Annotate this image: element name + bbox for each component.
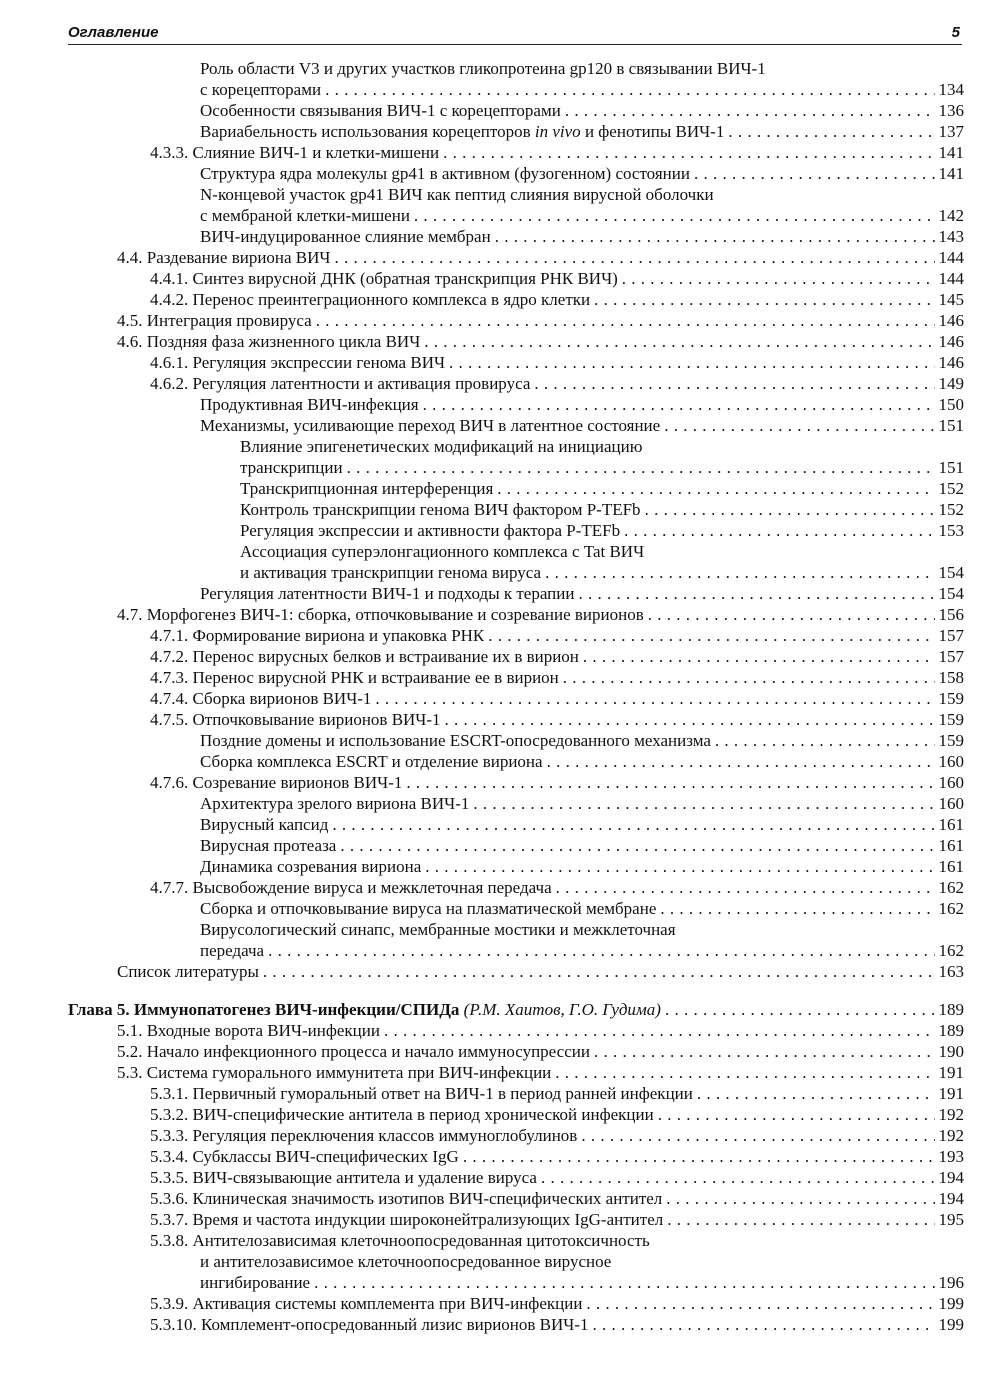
toc-entry <box>117 1020 964 1041</box>
toc-entry <box>150 1167 964 1188</box>
toc-entry <box>150 625 964 646</box>
toc-entry-title: Контроль транскрипции генома ВИЧ фактором P-TEFb <box>240 500 641 519</box>
leader-dots <box>332 814 934 835</box>
toc-entry <box>200 898 964 919</box>
toc-entry-page: 157 <box>938 647 964 666</box>
toc-entry <box>150 709 964 730</box>
toc-entry <box>150 1314 964 1335</box>
running-title: Оглавление <box>68 24 159 41</box>
toc-entry-title: Влияние эпигенетических модификаций на инициацию <box>240 437 643 456</box>
leader-dots <box>425 856 934 877</box>
toc-entry <box>200 79 964 100</box>
leader-dots <box>495 226 935 247</box>
toc-entry-page: 157 <box>938 626 964 645</box>
leader-dots <box>666 1188 934 1209</box>
leader-dots <box>594 289 934 310</box>
toc-entry <box>150 1125 964 1146</box>
leader-dots <box>414 205 935 226</box>
leader-dots <box>263 961 935 982</box>
leader-dots <box>473 793 934 814</box>
toc-entry-title: 5.3.4. Субклассы ВИЧ-специфических IgG <box>150 1147 459 1166</box>
leader-dots <box>375 688 934 709</box>
page-number: 5 <box>951 24 960 41</box>
leader-dots <box>578 583 934 604</box>
leader-dots <box>648 604 935 625</box>
toc-entry-title: 5.3.8. Антителозависимая клеточноопосредованная цитотоксичность <box>150 1231 650 1250</box>
chapter-authors: (Р.М. Хаитов, Г.О. Гудима) <box>463 1000 661 1019</box>
toc-entry-page: 144 <box>938 269 964 288</box>
toc-entry-title: 4.6.1. Регуляция экспрессии генома ВИЧ <box>150 353 446 372</box>
toc-entry-page: 189 <box>938 1000 964 1019</box>
toc-entry-title: 5.3.7. Время и частота индукции широконейтрализующих IgG-антител <box>150 1210 664 1229</box>
page-header <box>68 24 962 45</box>
toc-entry-title: ингибирование <box>200 1273 311 1292</box>
leader-dots <box>314 1272 934 1293</box>
toc-entry-title: 4.7.4. Сборка вирионов ВИЧ-1 <box>150 689 372 708</box>
toc-entry-page: 152 <box>938 500 964 519</box>
toc-entry-page: 194 <box>938 1168 964 1187</box>
toc-entry <box>240 478 964 499</box>
toc-entry-page: 161 <box>938 815 964 834</box>
toc-entry-page: 159 <box>938 710 964 729</box>
leader-dots <box>694 163 935 184</box>
toc-entry <box>150 877 964 898</box>
toc-entry <box>200 814 964 835</box>
leader-dots <box>715 730 935 751</box>
toc-chapter-entry <box>68 999 964 1020</box>
toc-entry-page: 194 <box>938 1189 964 1208</box>
toc-entry-title: 5.2. Начало инфекционного процесса и начало иммуносупрессии <box>117 1042 590 1061</box>
toc-entry <box>200 919 964 940</box>
leader-dots <box>545 562 934 583</box>
toc-entry-title: транскрипции <box>240 458 343 477</box>
toc-entry-page: 136 <box>938 101 964 120</box>
toc-entry-title: ВИЧ-индуцированное слияние мембран <box>200 227 491 246</box>
toc-entry-title: Продуктивная ВИЧ-инфекция <box>200 395 419 414</box>
leader-dots <box>665 999 935 1020</box>
toc-entry-page: 152 <box>938 479 964 498</box>
leader-dots <box>593 1314 935 1335</box>
toc-entry-title: Динамика созревания вириона <box>200 857 422 876</box>
toc-entry-page: 193 <box>938 1147 964 1166</box>
toc-entry-page: 199 <box>938 1315 964 1334</box>
leader-dots <box>334 247 934 268</box>
toc-entry-title: 4.3.3. Слияние ВИЧ-1 и клетки-мишени <box>150 143 440 162</box>
toc-entry <box>150 352 964 373</box>
leader-dots <box>594 1041 935 1062</box>
toc-entry <box>200 163 964 184</box>
toc-entry-title: Особенности связывания ВИЧ-1 с корецепторами <box>200 101 561 120</box>
leader-dots <box>443 142 934 163</box>
leader-dots <box>565 100 935 121</box>
toc-entry-title: с корецепторами <box>200 80 322 99</box>
leader-dots <box>449 352 934 373</box>
toc-entry-title: 5.1. Входные ворота ВИЧ-инфекции <box>117 1021 380 1040</box>
leader-dots <box>347 457 935 478</box>
toc-entry <box>150 772 964 793</box>
toc-entry-title: 5.3.2. ВИЧ-специфические антитела в период хронической инфекции <box>150 1105 654 1124</box>
toc-entry-title: Вирусная протеаза <box>200 836 337 855</box>
toc-entry-page: 160 <box>938 794 964 813</box>
leader-dots <box>728 121 934 142</box>
toc-entry-title: 4.4.2. Перенос преинтеграционного комплекса в ядро клетки <box>150 290 591 309</box>
toc-entry-page: 156 <box>938 605 964 624</box>
toc-entry <box>200 205 964 226</box>
toc-entry-page: 191 <box>938 1084 964 1103</box>
toc-entry <box>117 1041 964 1062</box>
toc-entry-page: 195 <box>938 1210 964 1229</box>
toc-entry <box>150 1146 964 1167</box>
leader-dots <box>445 709 935 730</box>
toc-entry-title: передача <box>200 941 265 960</box>
leader-dots <box>541 1167 935 1188</box>
toc-entry <box>240 457 964 478</box>
toc-entry <box>200 793 964 814</box>
toc-entry-title: 5.3.5. ВИЧ-связывающие антитела и удаление вируса <box>150 1168 537 1187</box>
toc-entry <box>240 520 964 541</box>
toc-entry-page: 199 <box>938 1294 964 1313</box>
leader-dots <box>660 898 934 919</box>
toc-entry-title: 5.3.10. Комплемент-опосредованный лизис вирионов ВИЧ-1 <box>150 1315 589 1334</box>
toc-entry-page: 163 <box>938 962 964 981</box>
toc-entry <box>200 58 964 79</box>
toc-entry-title: 4.7.3. Перенос вирусной РНК и встраивание ее в вирион <box>150 668 559 687</box>
toc-entry <box>150 1293 964 1314</box>
toc-entry-page: 159 <box>938 689 964 708</box>
toc-entry <box>117 961 964 982</box>
toc-entry-page: 191 <box>938 1063 964 1082</box>
toc-entry <box>200 1272 964 1293</box>
leader-dots <box>556 877 935 898</box>
toc-entry <box>200 415 964 436</box>
leader-dots <box>406 772 934 793</box>
toc-entry <box>117 247 964 268</box>
leader-dots <box>555 1062 934 1083</box>
toc-entry <box>200 940 964 961</box>
leader-dots <box>667 1209 934 1230</box>
toc-entry <box>200 856 964 877</box>
toc-entry-page: 196 <box>938 1273 964 1292</box>
chapter-title-text: Глава 5. Иммунопатогенез ВИЧ-инфекции/СПИДа <box>68 1000 460 1019</box>
toc-entry-page: 162 <box>938 899 964 918</box>
toc-entry <box>150 646 964 667</box>
leader-dots <box>497 478 934 499</box>
toc-entry-page: 158 <box>938 668 964 687</box>
toc-entry-title: Список литературы <box>117 962 259 981</box>
toc-entry <box>240 436 964 457</box>
leader-dots <box>325 79 934 100</box>
toc-chapter-title <box>68 999 661 1020</box>
leader-dots <box>316 310 935 331</box>
toc-entry-page: 146 <box>938 353 964 372</box>
toc-entry-page: 160 <box>938 752 964 771</box>
leader-dots <box>488 625 934 646</box>
toc-entry-page: 142 <box>938 206 964 225</box>
toc-entry-title: 4.5. Интеграция провируса <box>117 311 312 330</box>
leader-dots <box>664 415 934 436</box>
leader-dots <box>581 1125 934 1146</box>
toc-entry-title: Транскрипционная интерференция <box>240 479 494 498</box>
toc-entry-title: Ассоциация суперэлонгационного комплекса с Tat ВИЧ <box>240 542 645 561</box>
toc-entry-page: 162 <box>938 878 964 897</box>
leader-dots <box>586 1293 934 1314</box>
toc-entry-page: 154 <box>938 563 964 582</box>
toc-entry <box>240 499 964 520</box>
toc-entry <box>240 562 964 583</box>
toc-entry-title: Вирусологический синапс, мембранные мостики и межклеточная <box>200 920 676 939</box>
toc-entry <box>150 1209 964 1230</box>
toc-entry-title: 5.3.3. Регуляция переключения классов иммуноглобулинов <box>150 1126 578 1145</box>
toc-entry-title: 4.7.2. Перенос вирусных белков и встраивание их в вирион <box>150 647 579 666</box>
toc-entry-title: 5.3.1. Первичный гуморальный ответ на ВИЧ-1 в период ранней инфекции <box>150 1084 693 1103</box>
toc-entry-title: Сборка комплекса ESCRT и отделение вириона <box>200 752 543 771</box>
toc-entry-title: 4.6.2. Регуляция латентности и активация провируса <box>150 374 531 393</box>
toc-entry-page: 146 <box>938 311 964 330</box>
toc-entry-page: 145 <box>938 290 964 309</box>
toc-entry-title: Архитектура зрелого вириона ВИЧ-1 <box>200 794 470 813</box>
leader-dots <box>534 373 934 394</box>
leader-dots <box>583 646 935 667</box>
leader-dots <box>645 499 935 520</box>
toc-entry <box>150 1083 964 1104</box>
toc-entry-page: 141 <box>938 143 964 162</box>
toc-entry <box>150 1104 964 1125</box>
toc-entry <box>150 268 964 289</box>
toc-entry-page: 141 <box>938 164 964 183</box>
toc-entry-title: 4.6. Поздняя фаза жизненного цикла ВИЧ <box>117 332 421 351</box>
toc-entry <box>200 1251 964 1272</box>
toc-entry-title: Поздние домены и использование ESCRT-опосредованного механизма <box>200 731 711 750</box>
toc-entry-page: 190 <box>938 1042 964 1061</box>
toc-entry-title: Структура ядра молекулы gp41 в активном (фузогенном) состоянии <box>200 164 690 183</box>
leader-dots <box>547 751 935 772</box>
toc-entry-title: и антителозависимое клеточноопосредованное вирусное <box>200 1252 612 1271</box>
toc-entry-page: 151 <box>938 416 964 435</box>
toc-entry-page: 154 <box>938 584 964 603</box>
toc-entry-title: 5.3.6. Клиническая значимость изотипов ВИЧ-специфических антител <box>150 1189 663 1208</box>
leader-dots <box>622 268 935 289</box>
toc-entry-page: 159 <box>938 731 964 750</box>
toc-entry-page: 162 <box>938 941 964 960</box>
leader-dots <box>463 1146 935 1167</box>
toc-entry <box>150 289 964 310</box>
leader-dots <box>697 1083 935 1104</box>
leader-dots <box>658 1104 935 1125</box>
toc-entry-title: Роль области V3 и других участков гликопротеина gp120 в связывании ВИЧ-1 <box>200 59 766 78</box>
leader-dots <box>268 940 934 961</box>
leader-dots <box>423 394 935 415</box>
toc-entry <box>200 835 964 856</box>
toc-entry-page: 137 <box>938 122 964 141</box>
toc-entry-title: 4.7.7. Высвобождение вируса и межклеточная передача <box>150 878 552 897</box>
toc-entry <box>150 142 964 163</box>
toc-entry-page: 160 <box>938 773 964 792</box>
toc-entry-title: Регуляция экспрессии и активности фактора P-TEFb <box>240 521 621 540</box>
toc-entry <box>200 121 964 142</box>
toc-entry-page: 189 <box>938 1021 964 1040</box>
toc-entry-title: 4.7.1. Формирование вириона и упаковка РНК <box>150 626 485 645</box>
toc-entry <box>150 688 964 709</box>
toc-entry <box>150 667 964 688</box>
toc-entry-page: 144 <box>938 248 964 267</box>
toc-entry-page: 153 <box>938 521 964 540</box>
toc-entry <box>200 100 964 121</box>
toc-entry <box>117 310 964 331</box>
toc-entry-title: 5.3.9. Активация системы комплемента при ВИЧ-инфекции <box>150 1294 583 1313</box>
toc-entry <box>117 1062 964 1083</box>
toc-entry-page: 192 <box>938 1105 964 1124</box>
toc-entry-page: 146 <box>938 332 964 351</box>
toc-entry-page: 161 <box>938 836 964 855</box>
toc-entry-title: 4.7.6. Созревание вирионов ВИЧ-1 <box>150 773 403 792</box>
toc-entry-title: 4.7. Морфогенез ВИЧ-1: сборка, отпочковывание и созревание вирионов <box>117 605 644 624</box>
toc-entry <box>150 1188 964 1209</box>
toc-entry <box>117 331 964 352</box>
toc-entry-title: Механизмы, усиливающие переход ВИЧ в латентное состояние <box>200 416 661 435</box>
toc-entry-page: 151 <box>938 458 964 477</box>
toc-entry-page: 192 <box>938 1126 964 1145</box>
toc-entry-title: Вариабельность использования корецепторов in vivo и фенотипы ВИЧ-1 <box>200 122 725 141</box>
toc-entry-title: с мембраной клетки-мишени <box>200 206 410 225</box>
leader-dots <box>384 1020 935 1041</box>
toc-entry <box>200 394 964 415</box>
toc-entry <box>117 604 964 625</box>
toc-entry-page: 143 <box>938 227 964 246</box>
toc-entry-page: 161 <box>938 857 964 876</box>
toc-entry <box>150 373 964 394</box>
toc-entry-title: 4.4. Раздевание вириона ВИЧ <box>117 248 331 267</box>
toc-entry-title: 5.3. Система гуморального иммунитета при ВИЧ-инфекции <box>117 1063 552 1082</box>
toc-entry <box>240 541 964 562</box>
toc-entry <box>200 751 964 772</box>
toc-entry-title: и активация транскрипции генома вируса <box>240 563 542 582</box>
toc-entry <box>200 226 964 247</box>
leader-dots <box>624 520 934 541</box>
toc-entry <box>150 1230 964 1251</box>
leader-dots <box>424 331 934 352</box>
leader-dots <box>563 667 935 688</box>
leader-dots <box>340 835 934 856</box>
toc-entry-title: Регуляция латентности ВИЧ-1 и подходы к терапии <box>200 584 575 603</box>
toc-entry-page: 134 <box>938 80 964 99</box>
toc-entry-title: Вирусный капсид <box>200 815 329 834</box>
toc-entry-title: 4.7.5. Отпочковывание вирионов ВИЧ-1 <box>150 710 441 729</box>
toc-entry-page: 150 <box>938 395 964 414</box>
toc-entry-title: Сборка и отпочковывание вируса на плазматической мембране <box>200 899 657 918</box>
toc-entry-title: 4.4.1. Синтез вирусной ДНК (обратная транскрипция РНК ВИЧ) <box>150 269 618 288</box>
toc-entry <box>200 583 964 604</box>
toc-entry-page: 149 <box>938 374 964 393</box>
toc-entry-title: N-концевой участок gp41 ВИЧ как пептид слияния вирусной оболочки <box>200 185 714 204</box>
toc-entry <box>200 184 964 205</box>
toc-entry <box>200 730 964 751</box>
